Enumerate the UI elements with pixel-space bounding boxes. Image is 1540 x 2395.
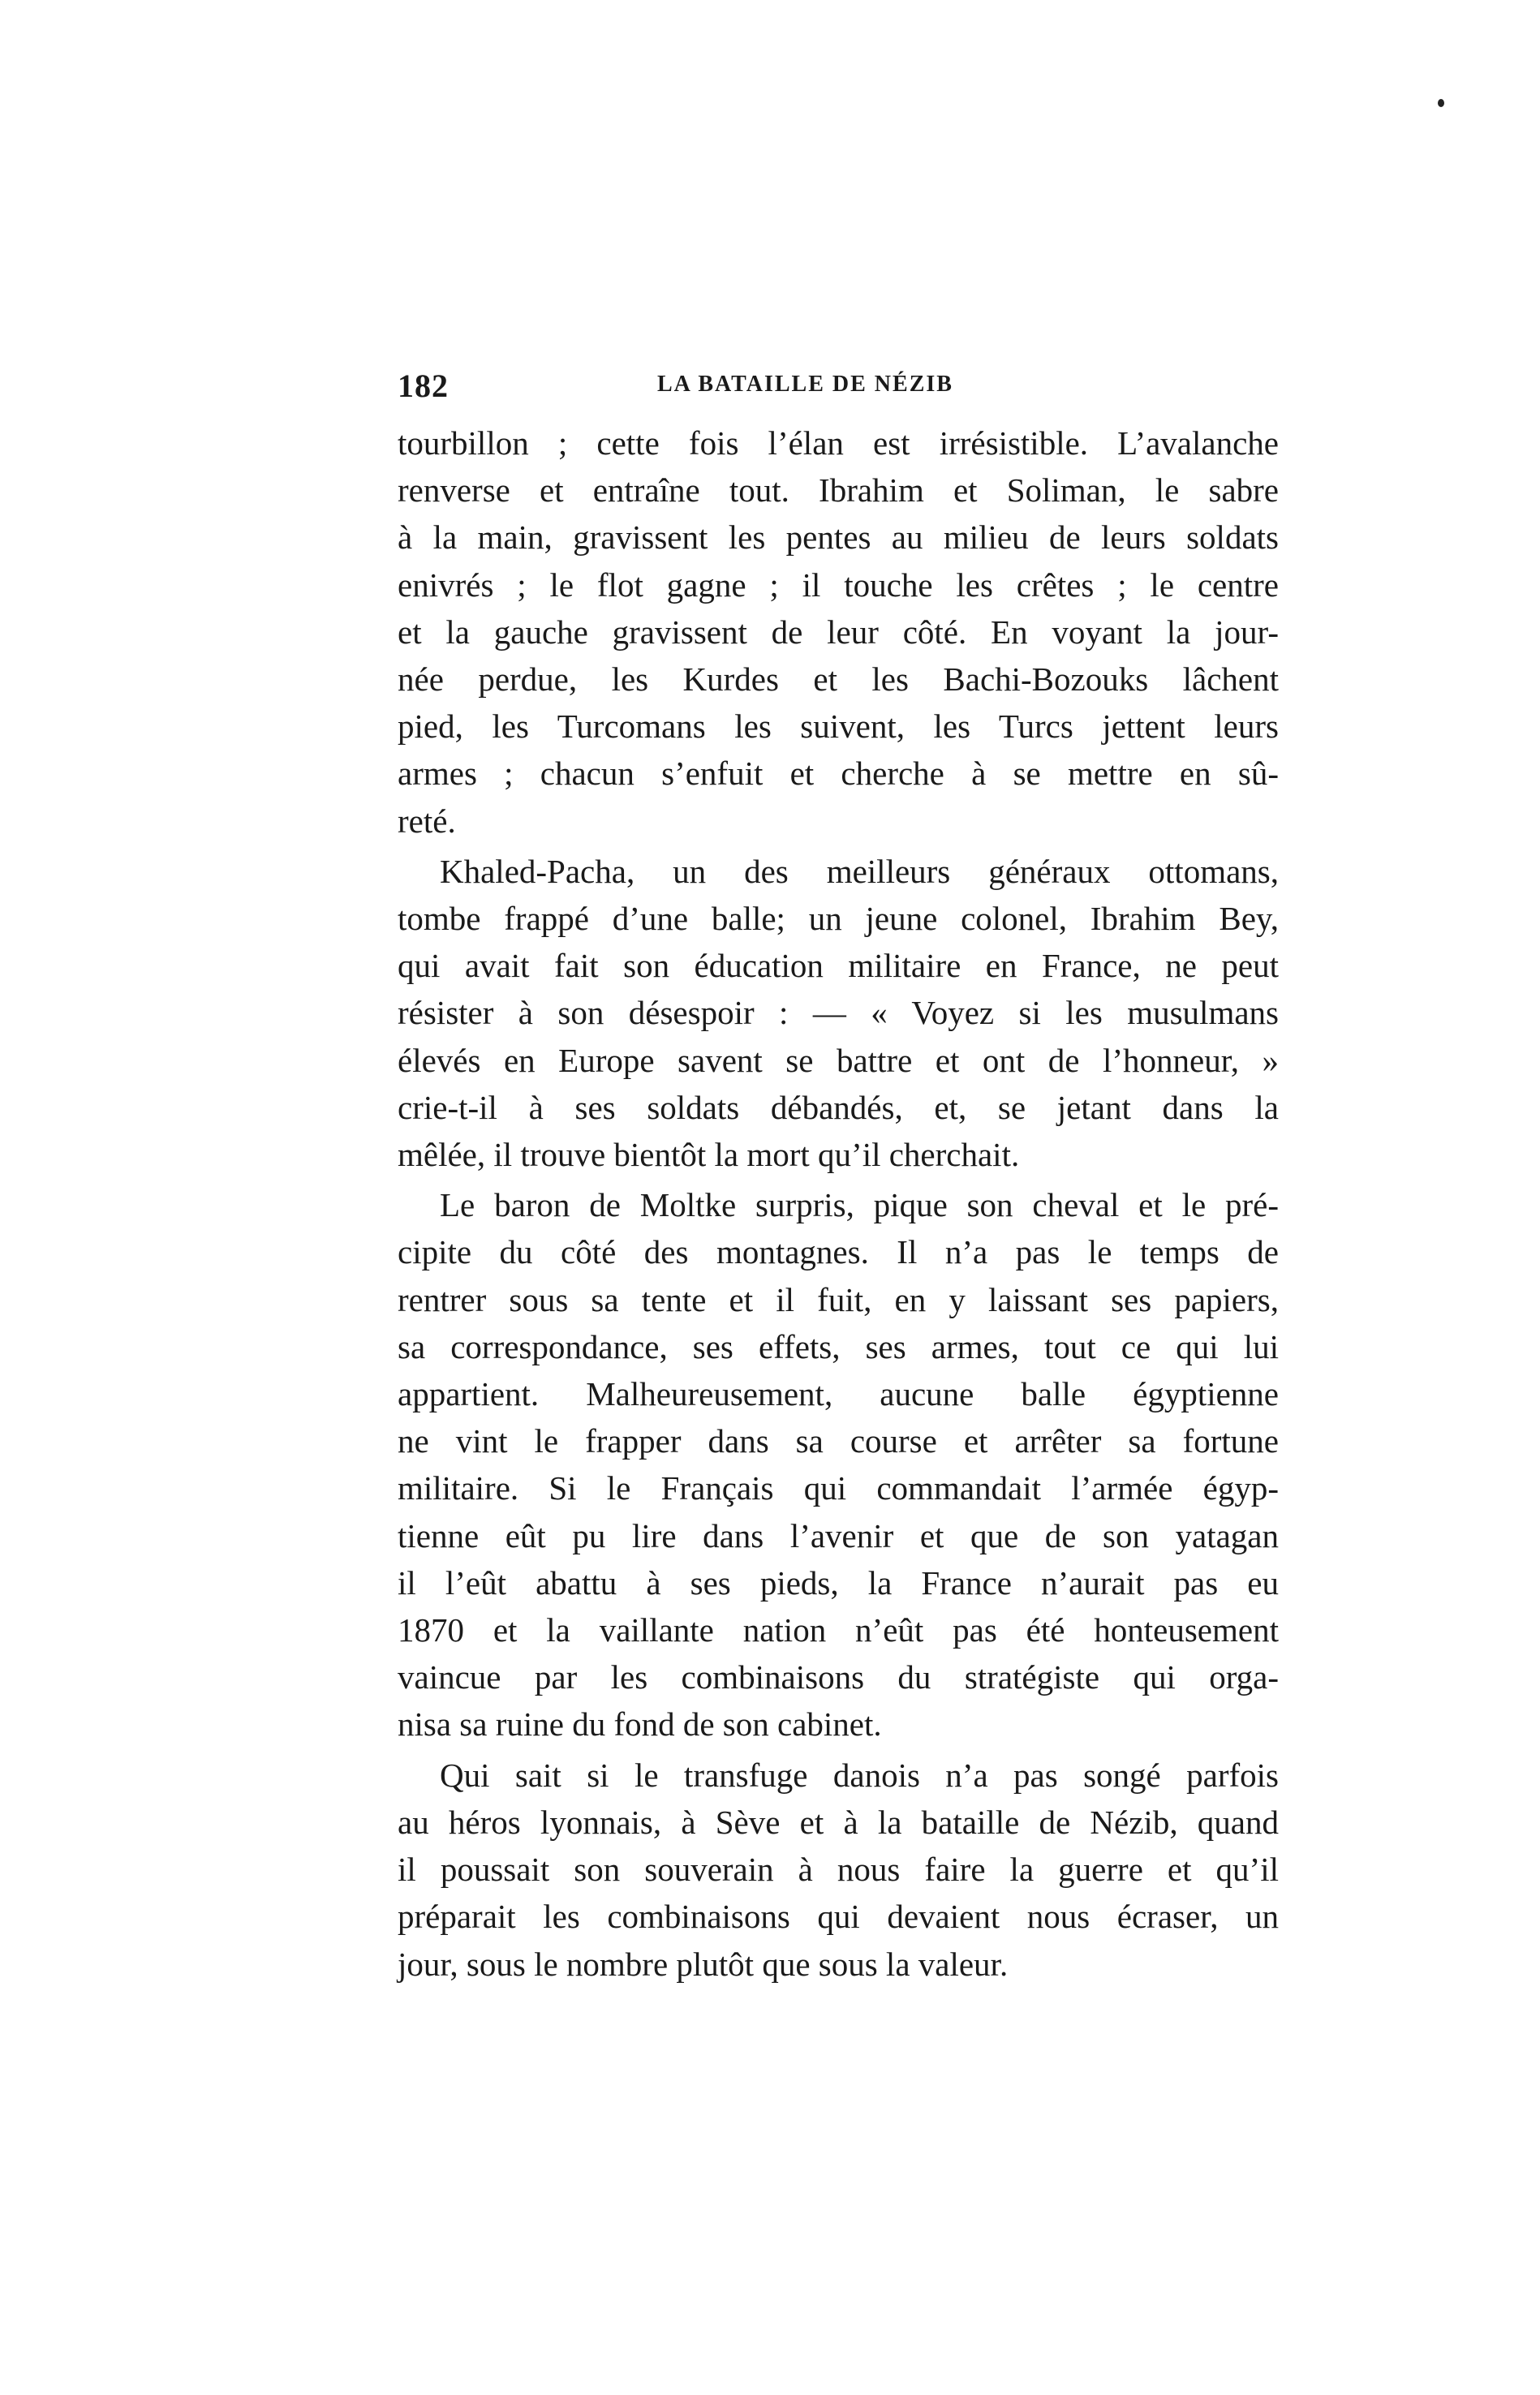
- text-line: vaincue par les combinaisons du stratégiste qui orga-: [398, 1658, 1279, 1696]
- text-line: crie-t-il à ses soldats débandés, et, se jetant dans la: [398, 1088, 1279, 1126]
- text-line: résister à son désespoir : — « Voyez si les musulmans: [398, 994, 1279, 1032]
- text-line: renverse et entraîne tout. Ibrahim et Soliman, le sabre: [398, 471, 1279, 510]
- text-line: armes ; chacun s’enfuit et cherche à se mettre en sû-: [398, 755, 1279, 793]
- text-line: préparait les combinaisons qui devaient nous écraser, un: [398, 1898, 1279, 1936]
- ink-speck: [1438, 99, 1444, 107]
- paragraph: [398, 1181, 1279, 1748]
- text-line: sa correspondance, ses effets, ses armes, tout ce qui lui: [398, 1327, 1279, 1365]
- text-line: tienne eût pu lire dans l’avenir et que de son yatagan: [398, 1516, 1279, 1554]
- running-head: [398, 367, 1290, 415]
- text-line: Le baron de Moltke surpris, pique son cheval et le pré-: [440, 1186, 1279, 1224]
- text-line: pied, les Turcomans les suivent, les Turcs jettent leurs: [398, 707, 1279, 746]
- text-line: et la gauche gravissent de leur côté. En voyant la jour-: [398, 613, 1279, 651]
- text-line: Khaled-Pacha, un des meilleurs généraux ottomans,: [440, 852, 1279, 890]
- text-line: reté.: [398, 802, 456, 840]
- text-line: jour, sous le nombre plutôt que sous la valeur.: [398, 1945, 1009, 1983]
- text-line: élevés en Europe savent se battre et ont de l’honneur, »: [398, 1041, 1279, 1079]
- text-line: enivrés ; le flot gagne ; il touche les crêtes ; le centre: [398, 565, 1279, 604]
- text-line: Qui sait si le transfuge danois n’a pas songé parfois: [440, 1756, 1279, 1794]
- text-line: il poussait son souverain à nous faire la guerre et qu’il: [398, 1851, 1279, 1889]
- text-line: tombe frappé d’une balle; un jeune colonel, Ibrahim Bey,: [398, 900, 1279, 938]
- text-line: au héros lyonnais, à Sève et à la bataille de Nézib, quand: [398, 1803, 1279, 1841]
- paragraph: [398, 1752, 1279, 1988]
- text-line: cipite du côté des montagnes. Il n’a pas le temps de: [398, 1233, 1279, 1271]
- text-line: il l’eût abattu à ses pieds, la France n’aurait pas eu: [398, 1563, 1279, 1602]
- text-line: militaire. Si le Français qui commandait l’armée égyp-: [398, 1469, 1279, 1507]
- paragraph: [398, 848, 1279, 1178]
- body-text: [398, 419, 1279, 1988]
- text-line: à la main, gravissent les pentes au milieu de leurs soldats: [398, 518, 1279, 557]
- text-line: qui avait fait son éducation militaire en France, ne peut: [398, 947, 1279, 985]
- text-line: née perdue, les Kurdes et les Bachi-Bozouks lâchent: [398, 660, 1279, 699]
- text-line: mêlée, il trouve bientôt la mort qu’il cherchait.: [398, 1136, 1020, 1174]
- text-line: tourbillon ; cette fois l’élan est irrésistible. L’avalanche: [398, 424, 1279, 462]
- text-line: rentrer sous sa tente et il fuit, en y laissant ses papiers,: [398, 1280, 1279, 1318]
- text-line: ne vint le frapper dans sa course et arrêter sa fortune: [398, 1422, 1279, 1460]
- running-title: LA BATAILLE DE NÉZIB: [657, 372, 953, 397]
- text-line: 1870 et la vaillante nation n’eût pas été honteusement: [398, 1611, 1279, 1649]
- text-line: appartient. Malheureusement, aucune balle égyptienne: [398, 1375, 1279, 1413]
- page-number: 182: [398, 368, 449, 404]
- text-line: nisa sa ruine du fond de son cabinet.: [398, 1705, 882, 1744]
- paragraph: [398, 419, 1279, 845]
